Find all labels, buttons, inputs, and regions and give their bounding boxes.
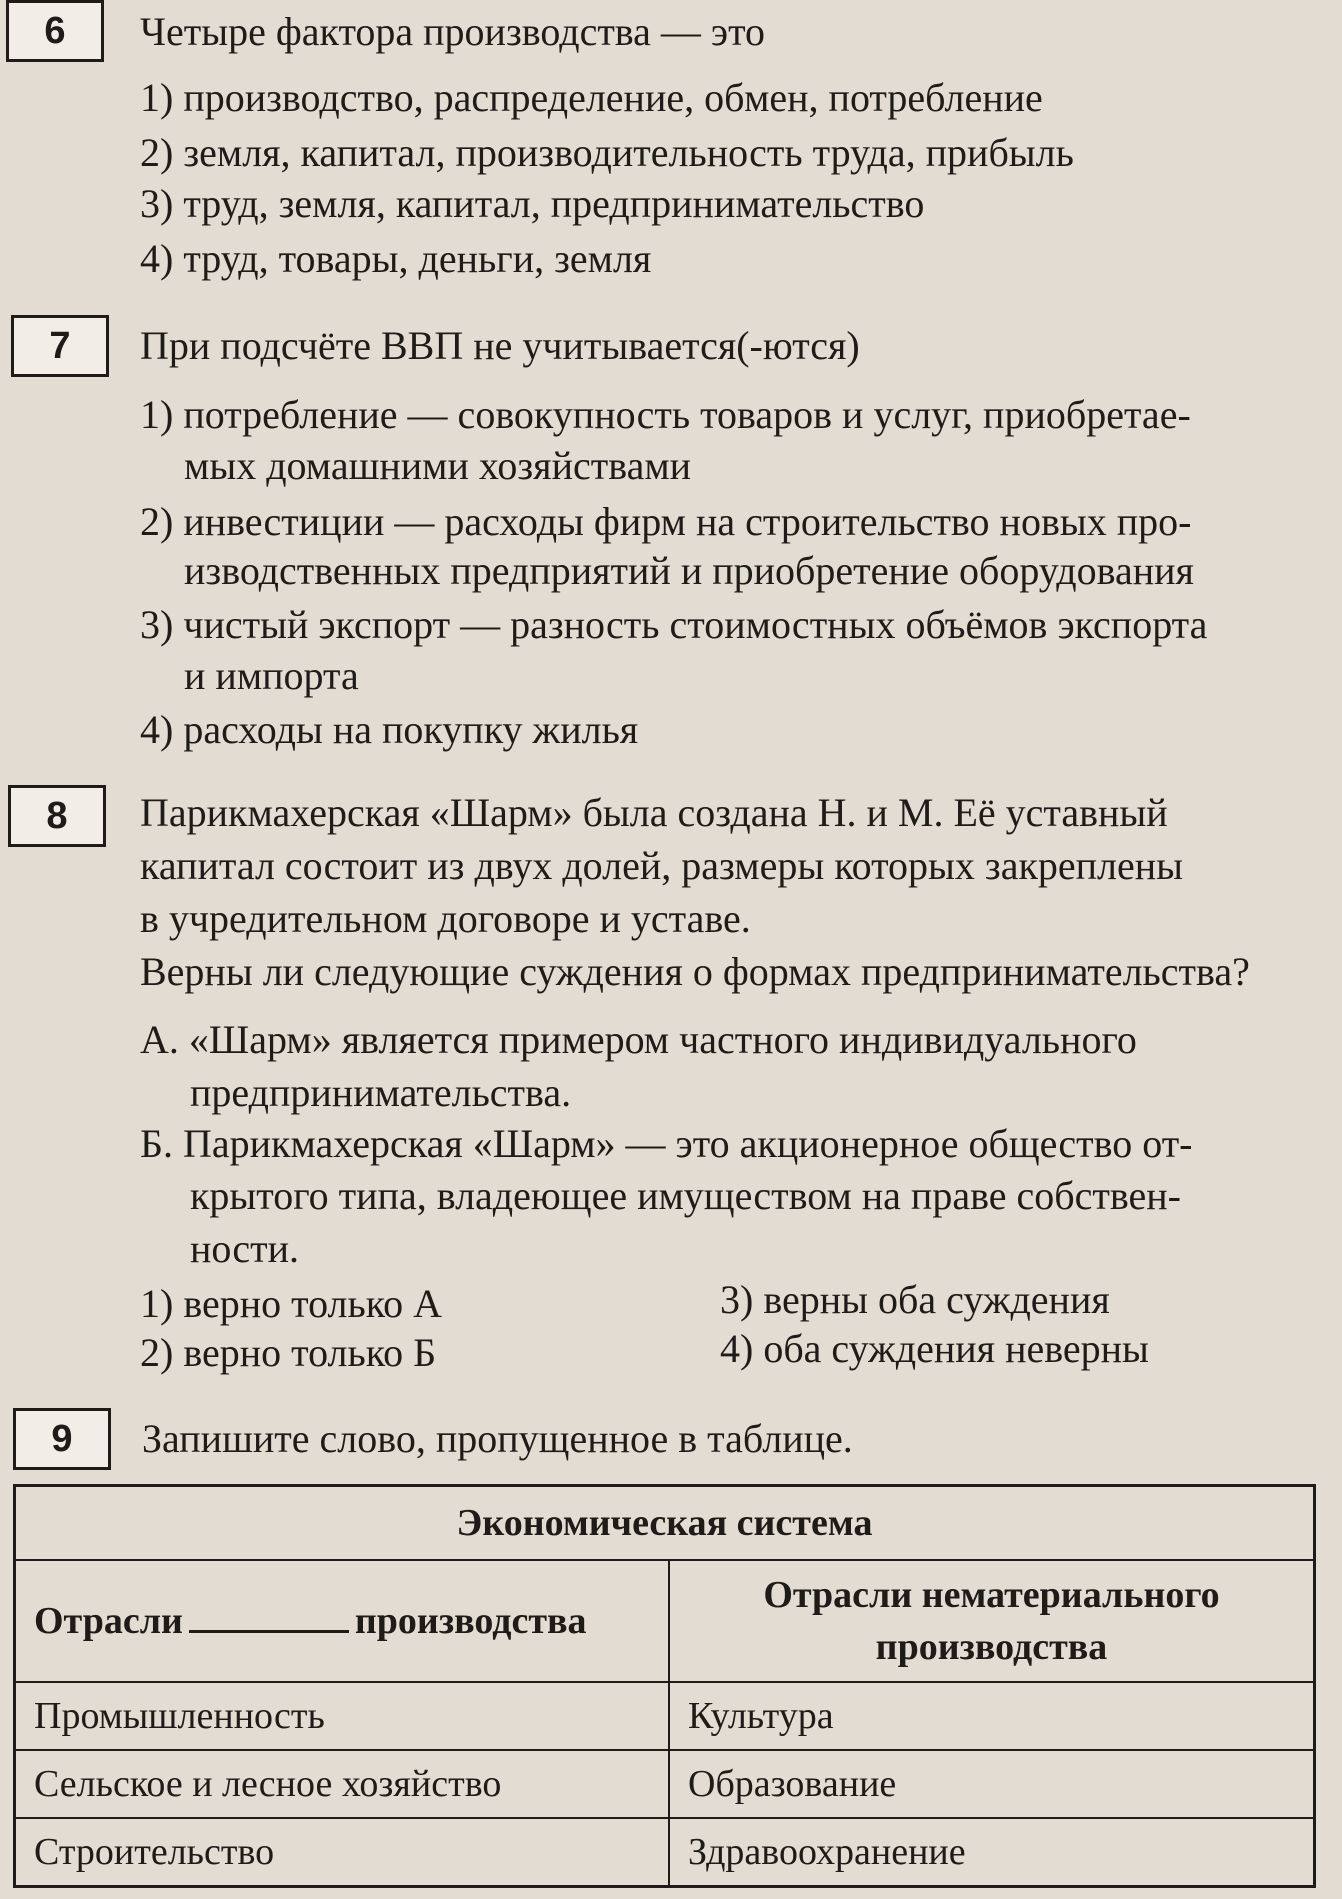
question-7-option-1-line-1: 1) потребление — совокупность товаров и услуг, приобретае- [140, 392, 1191, 437]
question-7-option-2-line-2: изводственных предприятий и приобретение оборудования [184, 548, 1194, 593]
table-header-left [15, 1560, 670, 1682]
table-cell: Строительство [15, 1818, 670, 1887]
question-7-option-1-line-2: мых домашними хозяйствами [184, 443, 692, 488]
table-cell: Промышленность [15, 1682, 670, 1750]
economic-system-table [13, 1484, 1316, 1888]
table-title: Экономическая система [15, 1486, 1315, 1561]
missing-word-blank [189, 1600, 349, 1633]
judgement-b-line-3: ности. [190, 1226, 300, 1271]
question-number-9: 9 [13, 1408, 111, 1470]
question-6-option-3: 3) труд, земля, капитал, предпринимательство [140, 181, 925, 226]
question-7-option-2-line-1: 2) инвестиции — расходы фирм на строительство новых про- [140, 499, 1192, 544]
question-6-option-4: 4) труд, товары, деньги, земля [140, 236, 652, 281]
question-8-stem-line-3: в учредительном договоре и уставе. [140, 896, 751, 941]
header-left-word: Отрасли [34, 1600, 183, 1642]
question-9-stem: Запишите слово, пропущенное в таблице. [142, 1416, 853, 1461]
table-row [15, 1750, 1315, 1818]
question-8-question: Верны ли следующие суждения о формах предпринимательства? [140, 949, 1250, 994]
question-7-option-3-line-2: и импорта [184, 653, 359, 698]
question-7-option-4: 4) расходы на покупку жилья [140, 707, 639, 752]
question-8-option-2: 2) верно только Б [140, 1330, 437, 1375]
question-8-option-3: 3) верны оба суждения [720, 1277, 1110, 1322]
judgement-b-line-1: Б. Парикмахерская «Шарм» — это акционерное общество от- [140, 1121, 1193, 1166]
question-7-stem: При подсчёте ВВП не учитывается(-ются) [140, 323, 860, 368]
judgement-a-line-2: предпринимательства. [190, 1070, 572, 1115]
header-left-suffix: производства [354, 1600, 587, 1642]
question-8-option-4: 4) оба суждения неверны [720, 1326, 1149, 1371]
judgement-b-line-2: крытого типа, владеющее имуществом на праве собствен- [190, 1173, 1181, 1218]
question-8-stem-line-2: капитал состоит из двух долей, размеры которых закреплены [140, 843, 1184, 888]
table-cell: Образование [669, 1750, 1315, 1818]
question-number-6: 6 [6, 0, 104, 62]
table-cell: Здравоохранение [669, 1818, 1315, 1887]
table-row [15, 1818, 1315, 1887]
table-header-right [669, 1560, 1315, 1682]
header-right-line-2: производства [875, 1626, 1108, 1668]
question-8-stem-line-1: Парикмахерская «Шарм» была создана Н. и М. Её уставный [140, 790, 1168, 835]
question-6-option-2: 2) земля, капитал, производительность труда, прибыль [140, 130, 1074, 175]
table-cell: Сельское и лесное хозяйство [15, 1750, 670, 1818]
table-row [15, 1682, 1315, 1750]
question-7-option-3-line-1: 3) чистый экспорт — разность стоимостных объёмов экспорта [140, 602, 1208, 647]
question-number-8: 8 [8, 785, 106, 847]
header-right-line-1: Отрасли нематериального [763, 1574, 1220, 1616]
question-8-option-1: 1) верно только А [140, 1281, 443, 1326]
question-6-option-1: 1) производство, распределение, обмен, потребление [140, 75, 1043, 120]
judgement-a-line-1: А. «Шарм» является примером частного индивидуального [140, 1017, 1137, 1062]
question-6-stem: Четыре фактора производства — это [140, 9, 766, 54]
table-cell: Культура [669, 1682, 1315, 1750]
question-number-7: 7 [11, 315, 109, 377]
